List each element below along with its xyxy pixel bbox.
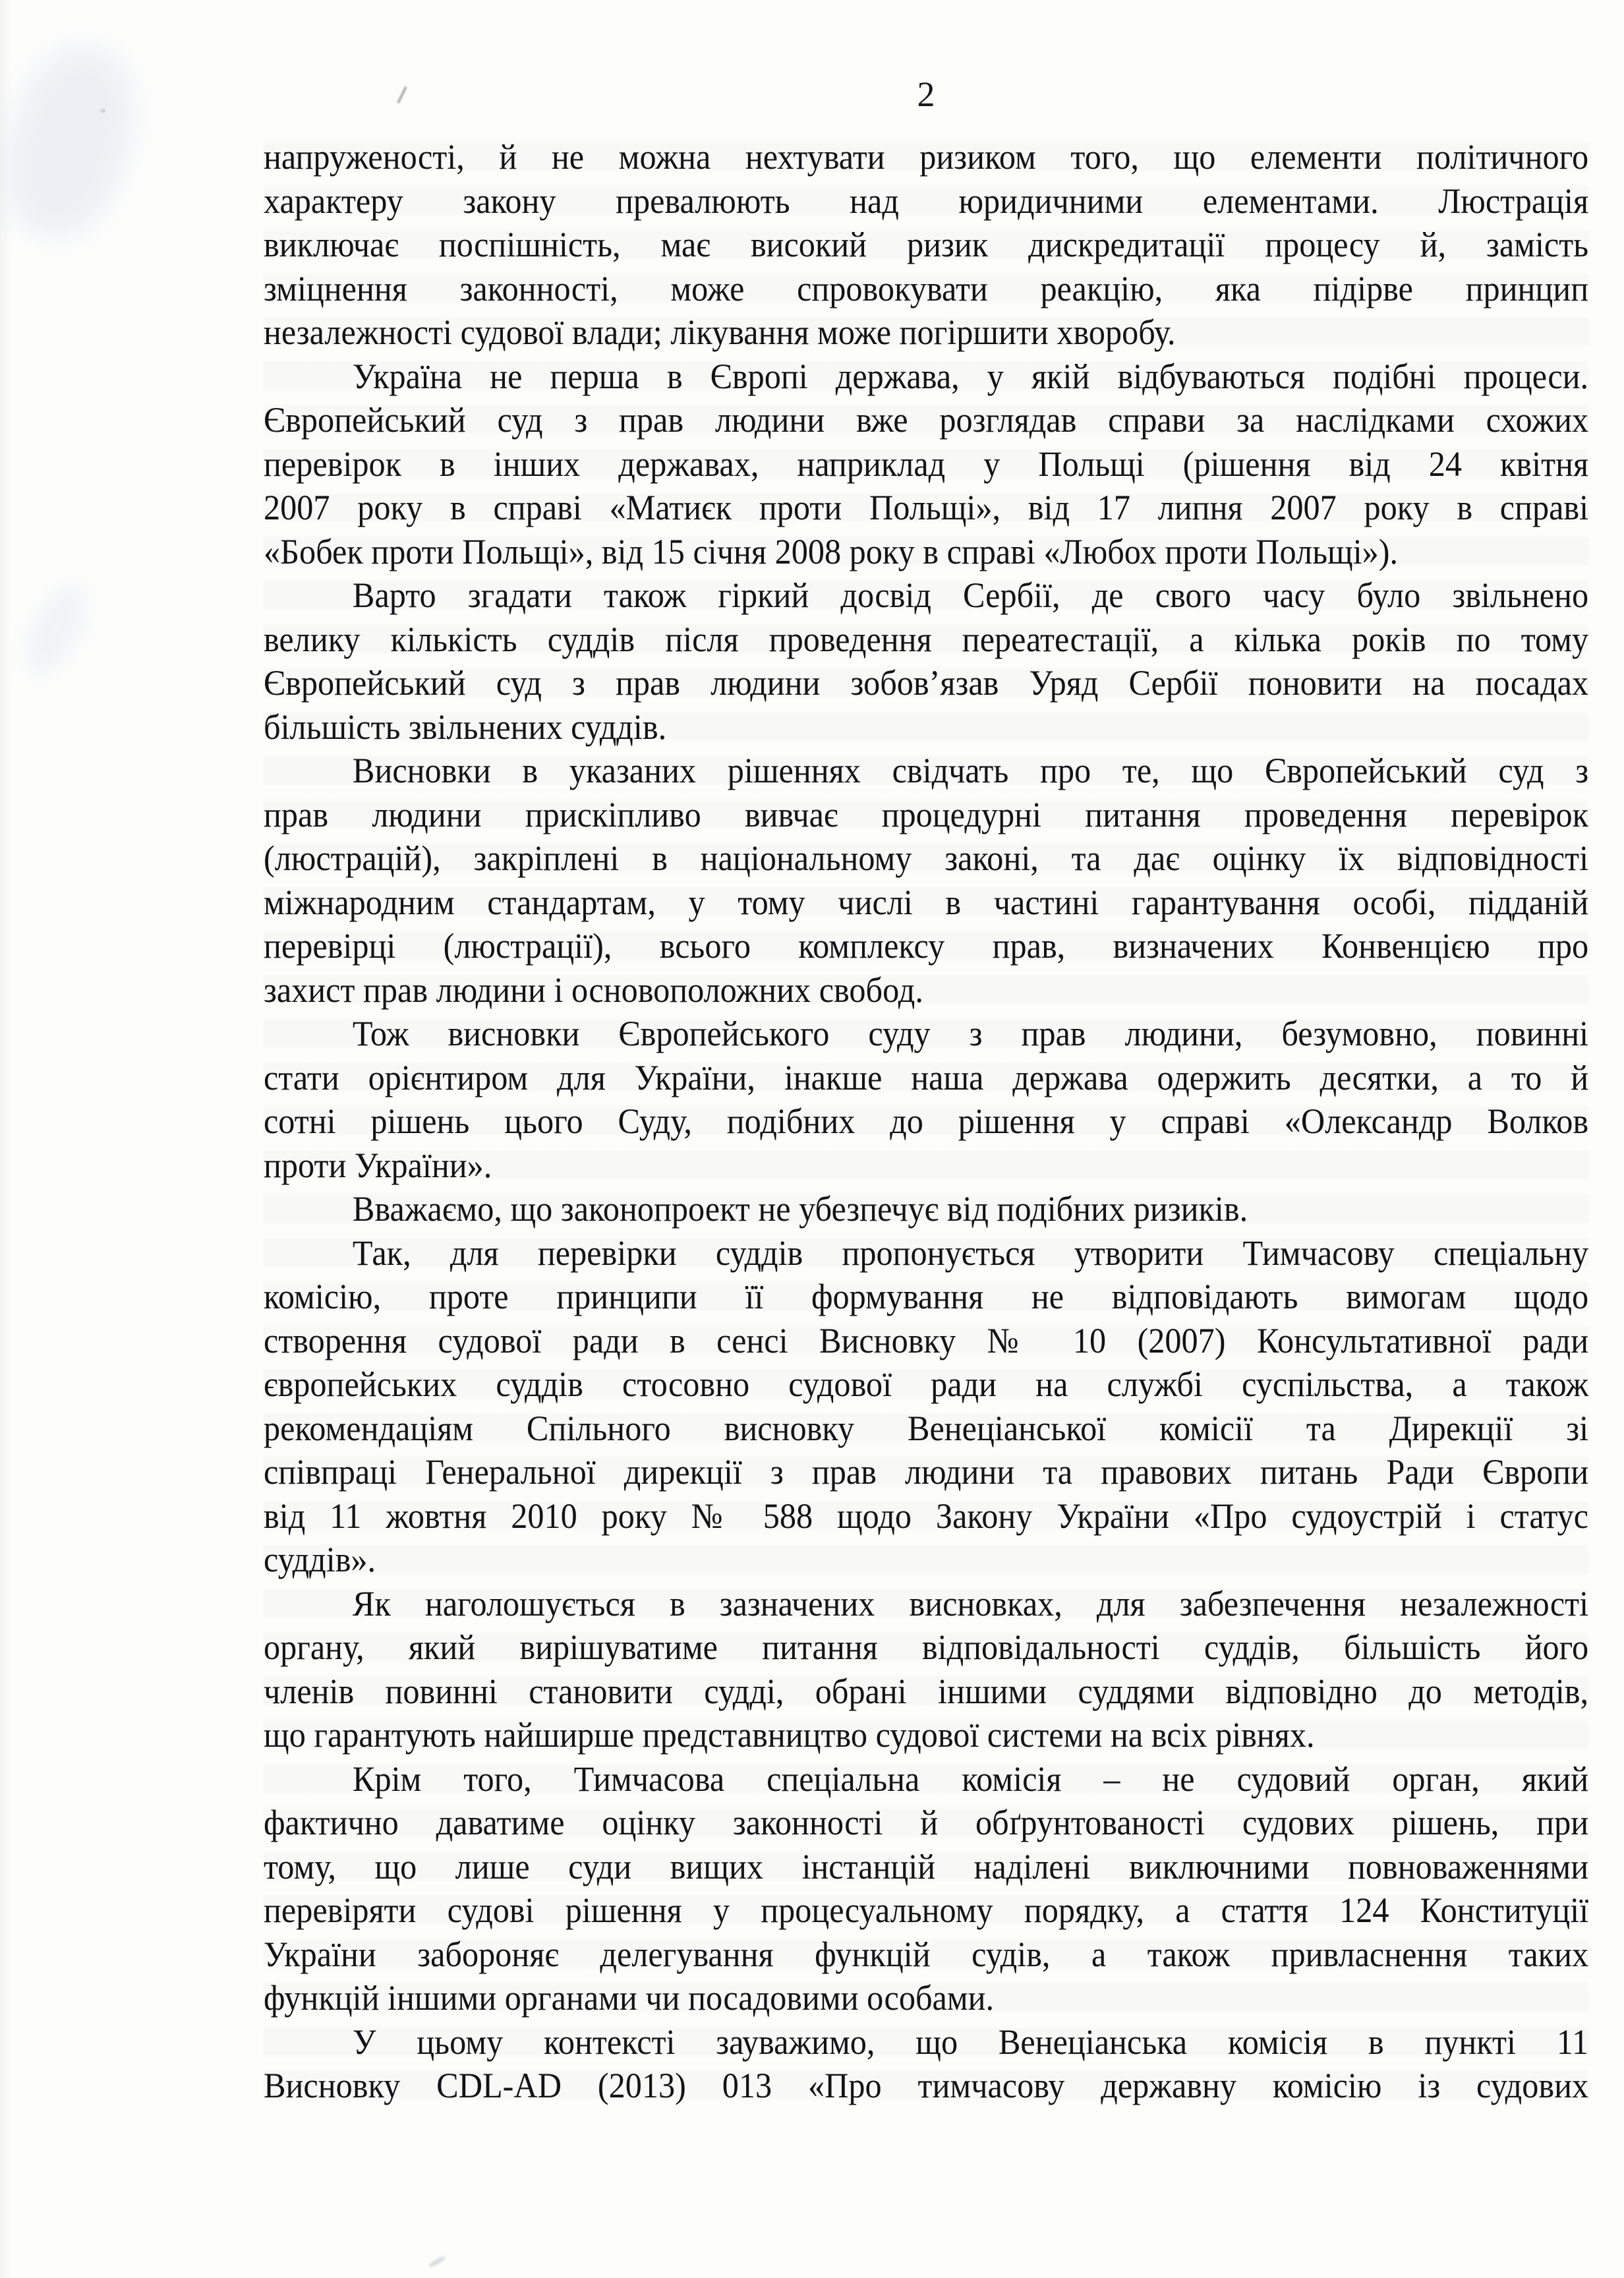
text-line: Висновку CDL-AD (2013) 013 «Про тимчасову державну комісію із судових [264, 2064, 1588, 2108]
scan-smudge [0, 34, 152, 249]
text-line: комісію, проте принципи її формування не відповідають вимогам щодо [264, 1275, 1588, 1319]
text-line: Так, для перевірки суддів пропонується утворити Тимчасову спеціальну [264, 1231, 1588, 1275]
text-line: більшість звільнених суддів. [264, 705, 1588, 749]
text-line: «Бобек проти Польщі», від 15 січня 2008 року в справі «Любох проти Польщі»). [264, 530, 1588, 574]
scan-smudge [14, 575, 99, 683]
text-line: (люстрацій), закріплені в національному законі, та дає оцінку їх відповідності [264, 836, 1588, 881]
text-line: фактично даватиме оцінку законності й обґрунтованості судових рішень, при [264, 1801, 1588, 1845]
scan-edge-shade [0, 0, 12, 2278]
text-line: що гарантують найширше представництво судової системи на всіх рівнях. [264, 1713, 1588, 1757]
text-line: Європейський суд з прав людини вже розглядав справи за наслідками схожих [264, 398, 1588, 442]
text-line: сотні рішень цього Суду, подібних до рішення у справі «Олександр Волков [264, 1099, 1588, 1144]
text-line: від 11 жовтня 2010 року № 588 щодо Закону України «Про судоустрій і статус [264, 1494, 1588, 1538]
text-line: Як наголошується в зазначених висновках, для забезпечення незалежності [264, 1582, 1588, 1626]
text-line: перевірці (люстрації), всього комплексу прав, визначених Конвенцією про [264, 924, 1588, 968]
text-line: характеру закону превалюють над юридичними елементами. Люстрація [264, 179, 1588, 223]
text-line: Висновки в указаних рішеннях свідчать про те, що Європейський суд з [264, 749, 1588, 793]
text-line: напруженості, й не можна нехтувати ризиком того, що елементи політичного [264, 135, 1588, 179]
text-line: У цьому контексті зауважимо, що Венеціанська комісія в пункті 11 [264, 2020, 1588, 2064]
text-line: Варто згадати також гіркий досвід Сербії, де свого часу було звільнено [264, 573, 1588, 618]
document-body [264, 135, 1588, 2108]
text-line: стати орієнтиром для України, інакше наша держава одержить десятки, а то й [264, 1056, 1588, 1100]
text-line: рекомендаціям Спільного висновку Венеціанської комісії та Дирекції зі [264, 1407, 1588, 1451]
text-line: Європейський суд з прав людини зобов’язав Уряд Сербії поновити на посадах [264, 661, 1588, 705]
scan-speck [100, 109, 105, 113]
text-line: 2007 року в справі «Матиєк проти Польщі», від 17 липня 2007 року в справі [264, 486, 1588, 530]
scan-speck [428, 2256, 446, 2268]
text-line: незалежності судової влади; лікування може погіршити хворобу. [264, 310, 1588, 355]
page-number: 2 [917, 74, 935, 114]
text-line: міжнародним стандартам, у тому числі в частині гарантування особі, підданій [264, 881, 1588, 925]
text-line: проти України». [264, 1144, 1588, 1188]
text-line: європейських суддів стосовно судової ради на службі суспільства, а також [264, 1362, 1588, 1407]
text-line: виключає поспішність, має високий ризик дискредитації процесу й, замість [264, 223, 1588, 267]
text-line: тому, що лише суди вищих інстанцій наділені виключними повноваженнями [264, 1845, 1588, 1889]
text-line: Крім того, Тимчасова спеціальна комісія – не судовий орган, який [264, 1757, 1588, 1801]
text-line: органу, який вирішуватиме питання відповідальності суддів, більшість його [264, 1625, 1588, 1670]
text-line: функцій іншими органами чи посадовими особами. [264, 1976, 1588, 2020]
text-line: захист прав людини і основоположних свобод. [264, 968, 1588, 1012]
text-line: зміцнення законності, може спровокувати реакцію, яка підірве принцип [264, 267, 1588, 311]
text-line: перевірок в інших державах, наприклад у Польщі (рішення від 24 квітня [264, 442, 1588, 486]
text-line: велику кількість суддів після проведення переатестації, а кілька років по тому [264, 618, 1588, 662]
text-line: суддів». [264, 1538, 1588, 1582]
text-line: України забороняє делегування функцій судів, а також привласнення таких [264, 1933, 1588, 1977]
text-line: перевіряти судові рішення у процесуальному порядку, а стаття 124 Конституції [264, 1888, 1588, 1933]
text-line: Тож висновки Європейського суду з прав людини, безумовно, повинні [264, 1012, 1588, 1056]
text-line: Вважаємо, що законопроект не убезпечує від подібних ризиків. [264, 1187, 1588, 1231]
text-line: створення судової ради в сенсі Висновку № 10 (2007) Консультативної ради [264, 1319, 1588, 1363]
text-line: членів повинні становити судді, обрані іншими суддями відповідно до методів, [264, 1670, 1588, 1714]
text-line: прав людини прискіпливо вивчає процедурні питання проведення перевірок [264, 793, 1588, 837]
text-line: співпраці Генеральної дирекції з прав людини та правових питань Ради Європи [264, 1450, 1588, 1494]
text-line: Україна не перша в Європі держава, у якій відбуваються подібні процеси. [264, 355, 1588, 399]
